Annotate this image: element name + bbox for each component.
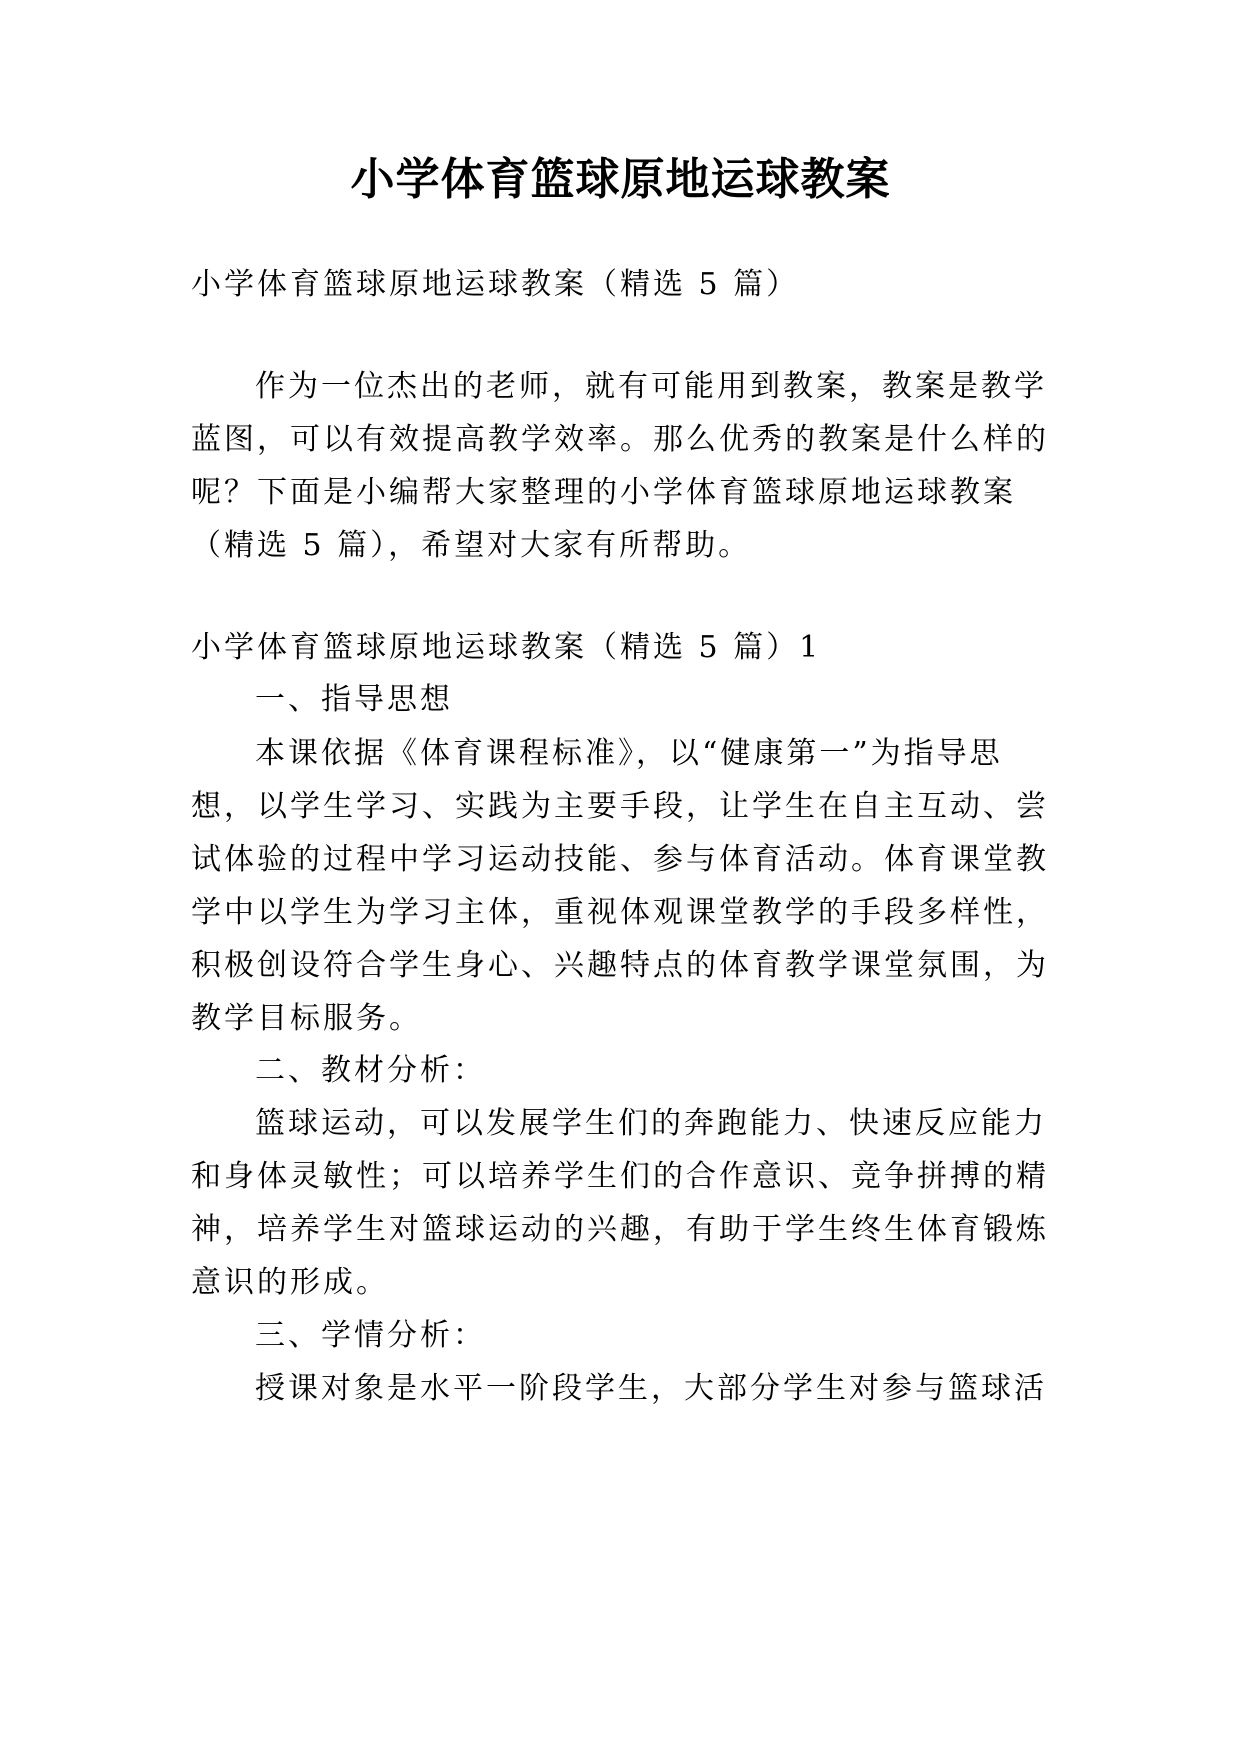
para2-line-1: 篮球运动，可以发展学生们的奔跑能力、快速反应能力	[255, 1106, 1047, 1141]
intro-line-4: （精选 5 篇），希望对大家有所帮助。	[191, 528, 752, 563]
heading-guiding-thought: 一、指导思想	[255, 682, 453, 717]
heading-material-analysis: 二、教材分析：	[255, 1053, 486, 1088]
para2-line-2: 和身体灵敏性；可以培养学生们的合作意识、竞争拼搏的精	[191, 1159, 1049, 1194]
para1-line-2: 想，以学生学习、实践为主要手段，让学生在自主互动、尝	[191, 789, 1049, 824]
document-title: 小学体育篮球原地运球教案	[350, 154, 891, 205]
para1-line-6: 教学目标服务。	[191, 1001, 422, 1036]
para1-line-4: 学中以学生为学习主体，重视体观课堂教学的手段多样性，	[191, 895, 1049, 930]
heading-student-analysis: 三、学情分析：	[255, 1318, 486, 1353]
section-title: 小学体育篮球原地运球教案（精选 5 篇）1	[191, 630, 822, 665]
intro-line-3: 呢？下面是小编帮大家整理的小学体育篮球原地运球教案	[191, 475, 1016, 510]
intro-line-2: 蓝图，可以有效提高教学效率。那么优秀的教案是什么样的	[191, 422, 1049, 457]
intro-line-1: 作为一位杰出的老师，就有可能用到教案，教案是教学	[255, 369, 1047, 404]
para1-line-3: 试体验的过程中学习运动技能、参与体育活动。体育课堂教	[191, 842, 1049, 877]
para2-line-3: 神，培养学生对篮球运动的兴趣，有助于学生终生体育锻炼	[191, 1212, 1049, 1247]
para1-line-5: 积极创设符合学生身心、兴趣特点的体育教学课堂氛围，为	[191, 948, 1049, 983]
para3-line-1: 授课对象是水平一阶段学生，大部分学生对参与篮球活	[255, 1371, 1047, 1406]
para2-line-4: 意识的形成。	[191, 1265, 389, 1300]
para1-line-1: 本课依据《体育课程标准》，以“健康第一”为指导思	[255, 736, 1003, 771]
document-subtitle: 小学体育篮球原地运球教案（精选 5 篇）	[191, 267, 800, 302]
